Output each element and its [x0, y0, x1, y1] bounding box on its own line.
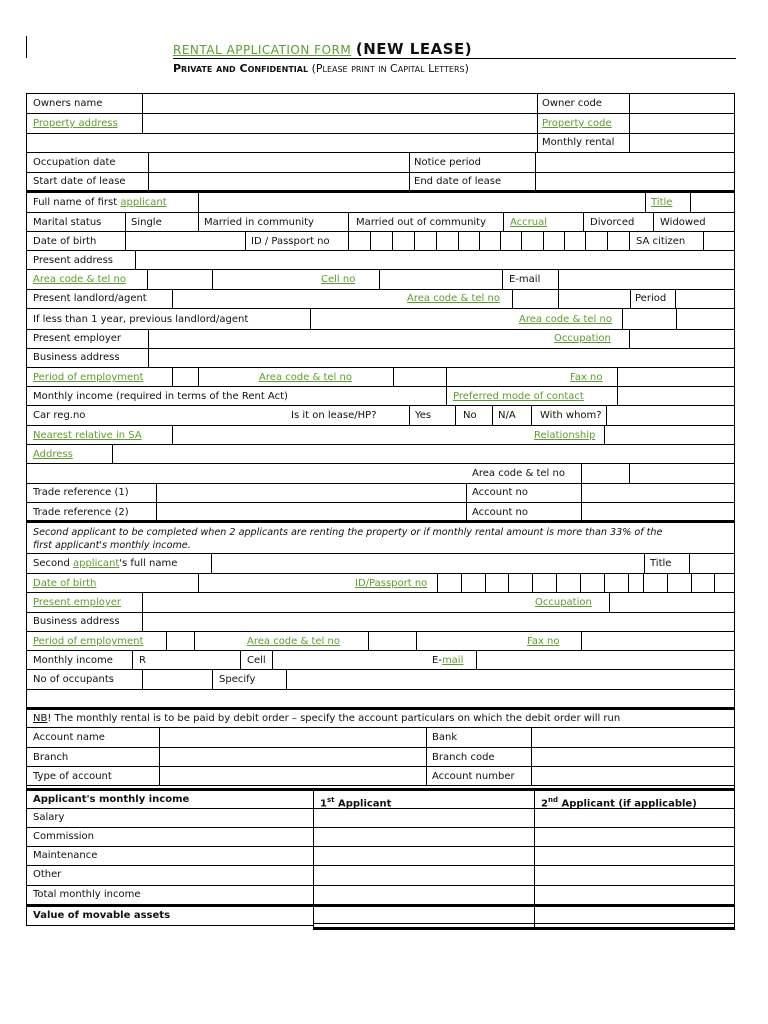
sa-citizen-label: SA citizen: [636, 236, 686, 247]
grid-line: [512, 289, 513, 308]
second-applicant-header: 2nd Applicant (if applicable): [541, 796, 697, 810]
grid-line: [455, 405, 456, 425]
page-subtitle: [173, 62, 469, 75]
grid-line: [348, 212, 349, 231]
grid-line: [581, 463, 582, 483]
grid-line: [466, 483, 467, 521]
id-digit-box-divider: [604, 573, 605, 592]
grid-line: [675, 289, 676, 308]
grid-line: [26, 520, 735, 523]
yes-option[interactable]: Yes: [415, 410, 432, 421]
owner-code-label: Owner code: [542, 98, 602, 109]
account-no-2-label: Account no: [472, 507, 529, 518]
grid-line: [26, 386, 735, 387]
end-date-label: End date of lease: [414, 176, 502, 187]
grid-line: [148, 152, 149, 191]
debit-note: NB! The monthly rental is to be paid by debit order – specify the account particulars on which the debit order will run: [33, 713, 621, 724]
grid-line: [630, 289, 631, 308]
currency-label: R: [139, 655, 146, 666]
grid-line: [581, 631, 582, 650]
income-row-maintenance: Maintenance: [33, 850, 98, 861]
grid-line: [198, 367, 199, 386]
id-digit-box-divider: [521, 231, 522, 250]
period-employment-link-2[interactable]: Period of employment: [33, 636, 144, 647]
account-name-label: Account name: [33, 732, 105, 743]
account-number-label: Account number: [432, 771, 515, 782]
grid-line: [416, 631, 417, 650]
single-option[interactable]: Single: [131, 217, 162, 228]
occupation-link-1[interactable]: Occupation: [554, 333, 611, 344]
id-digit-box-divider: [392, 231, 393, 250]
grid-line: [26, 553, 735, 554]
form-right-border: [734, 93, 735, 930]
grid-line: [26, 405, 735, 406]
grid-line: [194, 631, 195, 650]
grid-line: [26, 269, 735, 270]
grid-line: [172, 289, 173, 308]
prev-landlord-label: If less than 1 year, previous landlord/agent: [33, 314, 249, 325]
grid-line: [212, 269, 213, 289]
grid-line: [617, 367, 618, 386]
id-digit-box-divider: [461, 573, 462, 592]
page-title: [173, 40, 472, 58]
grid-line: [26, 885, 735, 886]
business-address-label-2: Business address: [33, 616, 120, 627]
occupants-label: No of occupants: [33, 674, 114, 685]
grid-line: [240, 650, 241, 669]
on-lease-label: Is it on lease/HP?: [291, 410, 377, 421]
grid-line: [535, 152, 536, 191]
area-code-link-4[interactable]: Area code & tel no: [259, 372, 352, 383]
first-applicant-header: 1st Applicant: [320, 796, 392, 810]
grid-line: [26, 865, 735, 866]
property-code-link[interactable]: Property code: [542, 118, 612, 129]
grid-line: [26, 846, 735, 847]
grid-line: [156, 483, 157, 521]
id-digit-box-divider: [556, 573, 557, 592]
grid-line: [537, 93, 538, 153]
id-digit-box-divider: [437, 573, 438, 592]
grid-line: [676, 308, 677, 329]
grid-line: [26, 425, 735, 426]
grid-line: [476, 650, 477, 669]
present-employer-link-2[interactable]: Present employer: [33, 597, 122, 608]
id-digit-box-divider: [508, 573, 509, 592]
relationship-link[interactable]: Relationship: [534, 430, 596, 441]
grid-line: [272, 650, 273, 669]
income-row-other: Other: [33, 869, 62, 880]
grid-line: [609, 592, 610, 612]
period-employment-link-1[interactable]: Period of employment: [33, 372, 144, 383]
second-applicant-note-2: first applicant's monthly income.: [33, 540, 191, 551]
marital-status-label: Marital status: [33, 217, 102, 228]
grid-line: [26, 707, 735, 710]
id-passport-link-2[interactable]: ID/Passport no: [355, 578, 428, 589]
grid-line: [26, 289, 735, 290]
second-applicant-link[interactable]: applicant: [72, 558, 120, 569]
grid-line: [26, 308, 735, 309]
grid-line: [198, 212, 199, 231]
form-left-border: [26, 93, 27, 925]
no-option[interactable]: No: [463, 410, 477, 421]
email-link-2[interactable]: mail: [441, 655, 464, 666]
grid-line: [125, 212, 126, 231]
grid-line: [142, 669, 143, 689]
cell-label-2: Cell: [247, 655, 266, 666]
grid-line: [313, 790, 314, 930]
grid-line: [558, 289, 559, 308]
income-row-salary: Salary: [33, 812, 65, 823]
married-out-option[interactable]: Married out of community: [356, 217, 487, 228]
grid-line: [212, 669, 213, 689]
grid-line: [310, 308, 311, 329]
account-no-1-label: Account no: [472, 487, 529, 498]
grid-line: [313, 927, 735, 930]
property-address-input[interactable]: [143, 114, 536, 133]
grid-line: [26, 631, 735, 632]
grid-line: [446, 386, 447, 405]
grid-line: [166, 631, 167, 650]
id-digit-box-divider: [714, 573, 715, 592]
with-whom-label: With whom?: [540, 410, 602, 421]
grid-line: [644, 553, 645, 573]
grid-line: [26, 502, 735, 503]
grid-line: [531, 405, 532, 425]
fax-link-2[interactable]: Fax no: [527, 636, 560, 647]
widowed-option[interactable]: Widowed: [660, 217, 706, 228]
id-passport-label: ID / Passport no: [251, 236, 330, 247]
monthly-rental-label: Monthly rental: [542, 137, 615, 148]
subtitle-rest: (Please print in Capital Letters): [311, 62, 469, 75]
grid-line: [368, 631, 369, 650]
id-digit-box-divider: [643, 573, 644, 592]
present-landlord-label: Present landlord/agent: [33, 293, 147, 304]
grid-line: [622, 308, 623, 329]
subtitle-bold: Private and Confidential: [173, 62, 309, 75]
id-digit-box-divider: [485, 573, 486, 592]
grid-line: [583, 212, 584, 231]
married-in-option[interactable]: Married in community: [204, 217, 314, 228]
second-applicant-note: Second applicant to be completed when 2 applicants are renting the property or if monthly rental amount is more than 33% of the: [33, 527, 663, 538]
title-suffix: (NEW LEASE): [355, 40, 473, 58]
movable-assets-label: Value of movable assets: [33, 910, 171, 921]
grid-line: [558, 269, 559, 289]
grid-line: [26, 827, 735, 828]
id-digit-box-divider: [703, 231, 704, 250]
id-digit-box-divider: [543, 231, 544, 250]
grid-line: [26, 785, 735, 786]
grid-line: [26, 612, 735, 613]
email-label-2: E-mail: [432, 655, 464, 666]
grid-line: [502, 269, 503, 289]
grid-line: [629, 463, 630, 483]
id-digit-box-divider: [628, 573, 629, 592]
grid-line: [26, 727, 735, 728]
grid-line: [531, 727, 532, 786]
grid-line: [379, 269, 380, 289]
grid-line: [172, 367, 173, 386]
grid-line: [26, 483, 735, 484]
bank-label: Bank: [432, 732, 458, 743]
id-digit-box-divider: [414, 231, 415, 250]
grid-line: [26, 904, 735, 907]
id-digit-box-divider: [629, 231, 630, 250]
grid-line: [147, 269, 148, 289]
nearest-relative-link[interactable]: Nearest relative in SA: [33, 430, 142, 441]
grid-line: [409, 152, 410, 191]
branch-label: Branch: [33, 752, 69, 763]
occupation-date-label: Occupation date: [33, 157, 116, 168]
occupation-link-2[interactable]: Occupation: [535, 597, 592, 608]
fax-link-1[interactable]: Fax no: [570, 372, 603, 383]
grid-line: [286, 669, 287, 689]
specify-label: Specify: [219, 674, 256, 685]
income-header-label: Applicant's monthly income: [33, 794, 190, 805]
dob-label: Date of birth: [33, 236, 97, 247]
grid-line: [313, 923, 735, 924]
grid-line: [26, 747, 735, 748]
title-underline: [173, 58, 736, 59]
grid-line: [604, 425, 605, 444]
area-code-label-5: Area code & tel no: [472, 468, 565, 479]
area-code-link-1[interactable]: Area code & tel no: [33, 274, 126, 285]
applicant-link[interactable]: applicant: [120, 197, 167, 208]
trade-ref-1-label: Trade reference (1): [33, 487, 129, 498]
dob-input[interactable]: [126, 232, 244, 250]
id-digit-box-divider: [691, 573, 692, 592]
branch-code-label: Branch code: [432, 752, 495, 763]
grid-line: [629, 329, 630, 348]
area-code-link-3[interactable]: Area code & tel no: [519, 314, 612, 325]
notice-period-label: Notice period: [414, 157, 481, 168]
grid-line: [503, 212, 504, 231]
second-full-name-label: Second applicant's full name: [33, 558, 178, 569]
id-digit-box-divider: [564, 231, 565, 250]
id-digit-box-divider: [479, 231, 480, 250]
income-row-commission: Commission: [33, 831, 95, 842]
cell-no-link[interactable]: Cell no: [321, 274, 356, 285]
grid-line: [581, 483, 582, 521]
full-name-label: Full name of first applicant: [33, 197, 167, 208]
id-digit-box-divider: [500, 231, 501, 250]
grid-line: [26, 592, 735, 593]
grid-line: [617, 386, 618, 405]
grid-line: [426, 727, 427, 786]
present-address-label: Present address: [33, 255, 113, 266]
area-code-link-6[interactable]: Area code & tel no: [247, 636, 340, 647]
full-name-input[interactable]: [199, 193, 644, 212]
property-address-link[interactable]: Property address: [33, 118, 118, 129]
grid-line: [606, 405, 607, 425]
preferred-contact-link[interactable]: Preferred mode of contact: [453, 391, 584, 402]
grid-line: [26, 367, 735, 368]
grid-line: [653, 212, 654, 231]
account-type-label: Type of account: [33, 771, 112, 782]
id-digit-box-divider: [458, 231, 459, 250]
grid-line: [409, 405, 410, 425]
email-label: E-mail: [509, 274, 541, 285]
present-employer-label: Present employer: [33, 333, 122, 344]
title-link[interactable]: RENTAL APPLICATION FORM: [173, 43, 352, 57]
grid-line: [446, 367, 447, 386]
grid-line: [26, 689, 735, 690]
grid-line: [393, 367, 394, 386]
grid-line: [26, 669, 735, 670]
accrual-link[interactable]: Accrual: [510, 217, 548, 228]
dob-link-2[interactable]: Date of birth: [33, 578, 97, 589]
grid-line: [26, 788, 735, 791]
grid-line: [26, 444, 735, 445]
income-row-total: Total monthly income: [33, 889, 141, 900]
trade-ref-2-label: Trade reference (2): [33, 507, 129, 518]
business-address-label: Business address: [33, 352, 120, 363]
monthly-income-label-2: Monthly income: [33, 655, 113, 666]
id-digit-box-divider: [370, 231, 371, 250]
grid-line: [142, 592, 143, 631]
id-digit-box-divider: [580, 573, 581, 592]
grid-line: [172, 425, 173, 444]
grid-line: [689, 553, 690, 573]
id-digit-box-divider: [348, 231, 349, 250]
text-cursor: [26, 36, 27, 58]
id-digit-box-divider: [667, 573, 668, 592]
grid-line: [26, 766, 735, 767]
owners-name-input[interactable]: [143, 94, 536, 113]
monthly-income-label: Monthly income (required in terms of the Rent Act): [33, 391, 288, 402]
grid-line: [26, 925, 314, 926]
id-digit-box-divider: [532, 573, 533, 592]
grid-line: [211, 553, 212, 573]
grid-line: [148, 329, 149, 367]
divorced-option[interactable]: Divorced: [590, 217, 635, 228]
na-option[interactable]: N/A: [498, 410, 516, 421]
start-date-label: Start date of lease: [33, 176, 126, 187]
period-label: Period: [635, 293, 667, 304]
grid-line: [112, 444, 113, 463]
grid-line: [492, 405, 493, 425]
car-reg-label: Car reg.no: [33, 410, 86, 421]
id-digit-box-divider: [585, 231, 586, 250]
title-label-2: Title: [650, 558, 672, 569]
grid-line: [690, 193, 691, 212]
area-code-link-2[interactable]: Area code & tel no: [407, 293, 500, 304]
grid-line: [26, 348, 735, 349]
address-link[interactable]: Address: [33, 449, 73, 460]
id-digit-box-divider: [607, 231, 608, 250]
present-address-input[interactable]: [136, 251, 734, 269]
title-link-1[interactable]: Title: [651, 197, 673, 208]
grid-line: [198, 573, 199, 592]
id-digit-box-divider: [436, 231, 437, 250]
grid-line: [534, 790, 535, 930]
owner-code-input[interactable]: [630, 94, 734, 113]
grid-line: [26, 172, 735, 173]
grid-line: [645, 193, 646, 212]
grid-line: [26, 212, 735, 213]
grid-line: [159, 727, 160, 786]
owners-name-label: Owners name: [33, 98, 103, 109]
grid-line: [132, 650, 133, 669]
grid-line: [245, 231, 246, 250]
